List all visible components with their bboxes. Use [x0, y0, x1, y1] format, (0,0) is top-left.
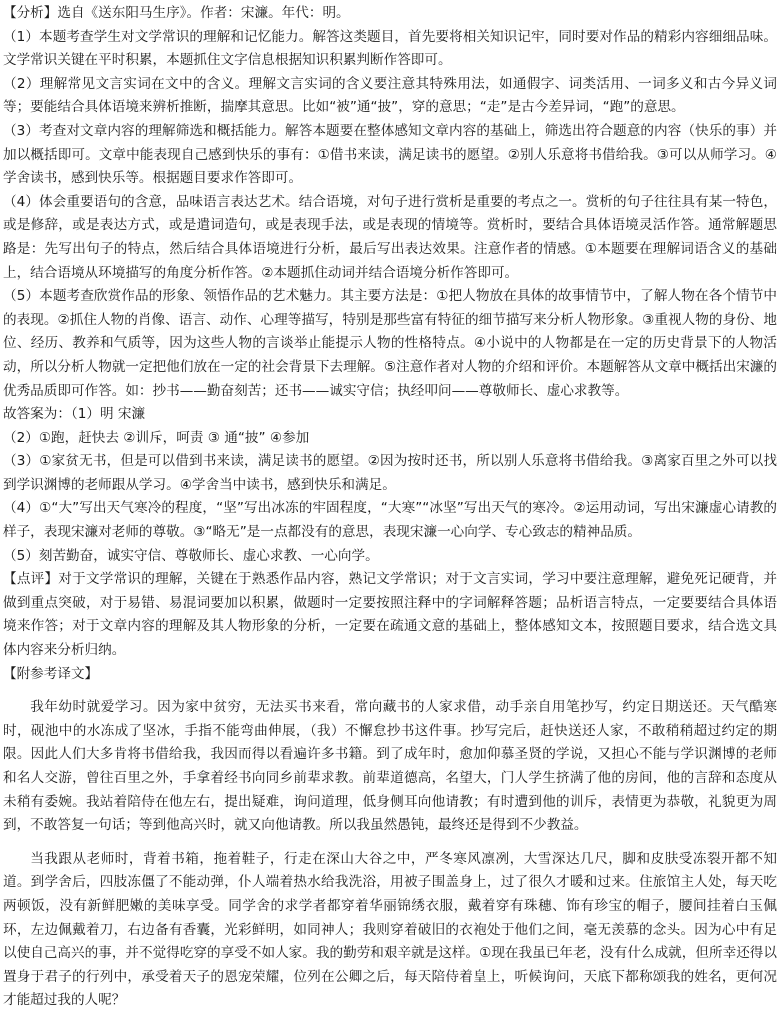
translation-paragraph-1: 我年幼时就爱学习。因为家中贫穷，无法买书来看，常向藏书的人家求借，动手亲自用笔抄写，约定日期送还。天气酷寒时，砚池中的水冻成了坚冰，手指不能弯曲伸展，（我）不懈怠抄书这件事。抄写完后，赶快送还人家，不敢稍稍超过约定的期限。因此人们大多肯将书借给我，我因而得以看遍许多书籍。到了成年时，愈加仰慕圣贤的学说，又担心不能与学识渊博的老师和名人交游，曾往百里之外，手拿着经书向同乡前辈求教。前辈道德高，名望大，门人学生挤满了他的房间，他的言辞和态度从未稍有委婉。我站着陪侍在他左右，提出疑难，询问道理，低身侧耳向他请教；有时遭到他的训斥，表情更为恭敬，礼貌更为周到，不敢答复一句话；等到他高兴时，就又向他请教。所以我虽然愚钝，最终还是得到不少教益。: [3, 699, 777, 834]
translation-title: 【附参考译文】: [3, 665, 99, 682]
answer-heading: 故答案为：（1）明 宋濂: [3, 406, 146, 423]
answer-item-2: （2）①跑，赶快去 ②训斥，呵责 ③ 通“披” ④参加: [3, 429, 310, 446]
answer-item-3: （3）①家贫无书，但是可以借到书来读，满足读书的愿望。②因为按时还书，所以别人乐意将书借给我。③离家百里之外可以找到学识渊博的老师跟从学习。④学舍当中读书，感到快乐和满足。: [3, 453, 777, 493]
analysis-header: 【分析】选自《送东阳马生序》。作者：宋濂。年代：明。: [3, 5, 350, 21]
comment-paragraph: 【点评】对于文学常识的理解，关键在于熟悉作品内容，熟记文学常识；对于文言实词，学习中要注意理解，避免死记硬背，并做到重点突破，对于易错、易混词要加以积累，做题时一定要按照注释中的字词解释答题；品析语言特点，一定要要结合具体语境来作答；对于文章内容的理解及其人物形象的分析，一定要在疏通文意的基础上，整体感知文本，按照题目要求，结合选文具体内容来分析归纳。: [3, 571, 777, 659]
translation-paragraph-2: 当我跟从老师时，背着书箱，拖着鞋子，行走在深山大谷之中，严冬寒风凛冽，大雪深达几尺，脚和皮肤受冻裂开都不知道。到学舍后，四肢冻僵了不能动弹，仆人端着热水给我洗浴，用被子围盖身上，过了很久才暖和过来。住旅馆主人处，每天吃两顿饭，没有新鲜肥嫩的美味享受。同学舍的求学者都穿着华丽锦绣衣服，戴着穿有珠穗、饰有珍宝的帽子，腰间挂着白玉佩环，左边佩戴着刀，右边备有香囊，光彩鲜明，如同神人；我则穿着破旧的衣袍处于他们之间，毫无羡慕的念头。因为心中有足以使自己高兴的事，并不觉得吃穿的享受不如人家。我的勤劳和艰辛就是这样。①现在我虽已年老，没有什么成就，但所幸还得以置身于君子的行列中，承受着天子的恩宠荣耀，位列在公卿之后，每天陪侍着皇上，听候询问，天底下都称颂我的姓名，更何况才能超过我的人呢？: [3, 850, 777, 1009]
spacer: [3, 838, 777, 848]
answer-item-5: （5）刻苦勤奋，诚实守信、尊敬师长、虚心求教、一心向学。: [3, 547, 379, 564]
analysis-item-5: （5）本题考查欣赏作品的形象、领悟作品的艺术魅力。其主要方法是：①把人物放在具体的故事情节中，了解人物在各个情节中的表现。②抓住人物的肖像、语言、动作、心理等描写，特别是那些富有特征的细节描写来分析人物形象。③重视人物的身份、地位、经历、教养和气质等，因为这些人物的言谈举止能提示人物的性格特点。④小说中的人物都是在一定的历史背景下的人物活动，所以分析人物就一定把他们放在一定的社会背景下去理解。⑤注意作者对人物的介绍和评价。本题解答从文章中概括出宋濂的优秀品质即可作答。如：抄书——勤奋刻苦；还书——诚实守信；执经叩问——尊敬师长、虚心求教等。: [3, 288, 777, 399]
analysis-item-4: （4）体会重要语句的含意，品味语言表达艺术。结合语境，对句子进行赏析是重要的考点之一。赏析的句子往往具有某一特色，或是修辞，或是表达方式，或是遣词造句，或是表现手法，或是表现的情境等。赏析时，要结合具体语境灵活作答。通常解题思路是：先写出句子的特点，然后结合具体语境进行分析，最后写出表达效果。注意作者的情感。①本题要在理解词语含义的基础上，结合语境从环境描写的角度分析作答。②本题抓住动词并结合语境分析作答即可。: [3, 193, 777, 281]
analysis-item-2: （2）理解常见文言实词在文中的含义。理解文言实词的含义要注意其特殊用法，如通假字、词类活用、一词多义和古今异义词等；要能结合具体语境来辨析推断，揣摩其意思。比如“被”通“披”，穿的意思；“走”是古今差异词，“跑”的意思。: [3, 75, 777, 116]
analysis-item-1: （1）本题考查学生对文学常识的理解和记忆能力。解答这类题目，首先要将相关知识记牢，同时要对作品的精彩内容细细品味。文学常识关键在平时积累，本题抓住文字信息根据知识积累判断作答即可。: [3, 28, 777, 69]
answer-item-4: （4）①“大”写出天气寒冷的程度，“坚”写出冰冻的牢固程度，“大寒”“冰坚”写出天气的寒冷。②运用动词，写出宋濂虚心请教的样子，表现宋濂对老师的尊敬。③“略无”是一点都没有的意思，表现宋濂一心向学、专心致志的精神品质。: [3, 500, 777, 541]
spacer: [3, 686, 777, 696]
analysis-item-3: （3）考查对文章内容的理解筛选和概括能力。解答本题要在整体感知文章内容的基础上，筛选出符合题意的内容（快乐的事）并加以概括即可。文章中能表现自己感到快乐的事有：①借书来读，满足读书的愿望。②别人乐意将书借给我。③可以从师学习。④学舍读书，感到快乐等。根据题目要求作答即可。: [3, 122, 777, 187]
